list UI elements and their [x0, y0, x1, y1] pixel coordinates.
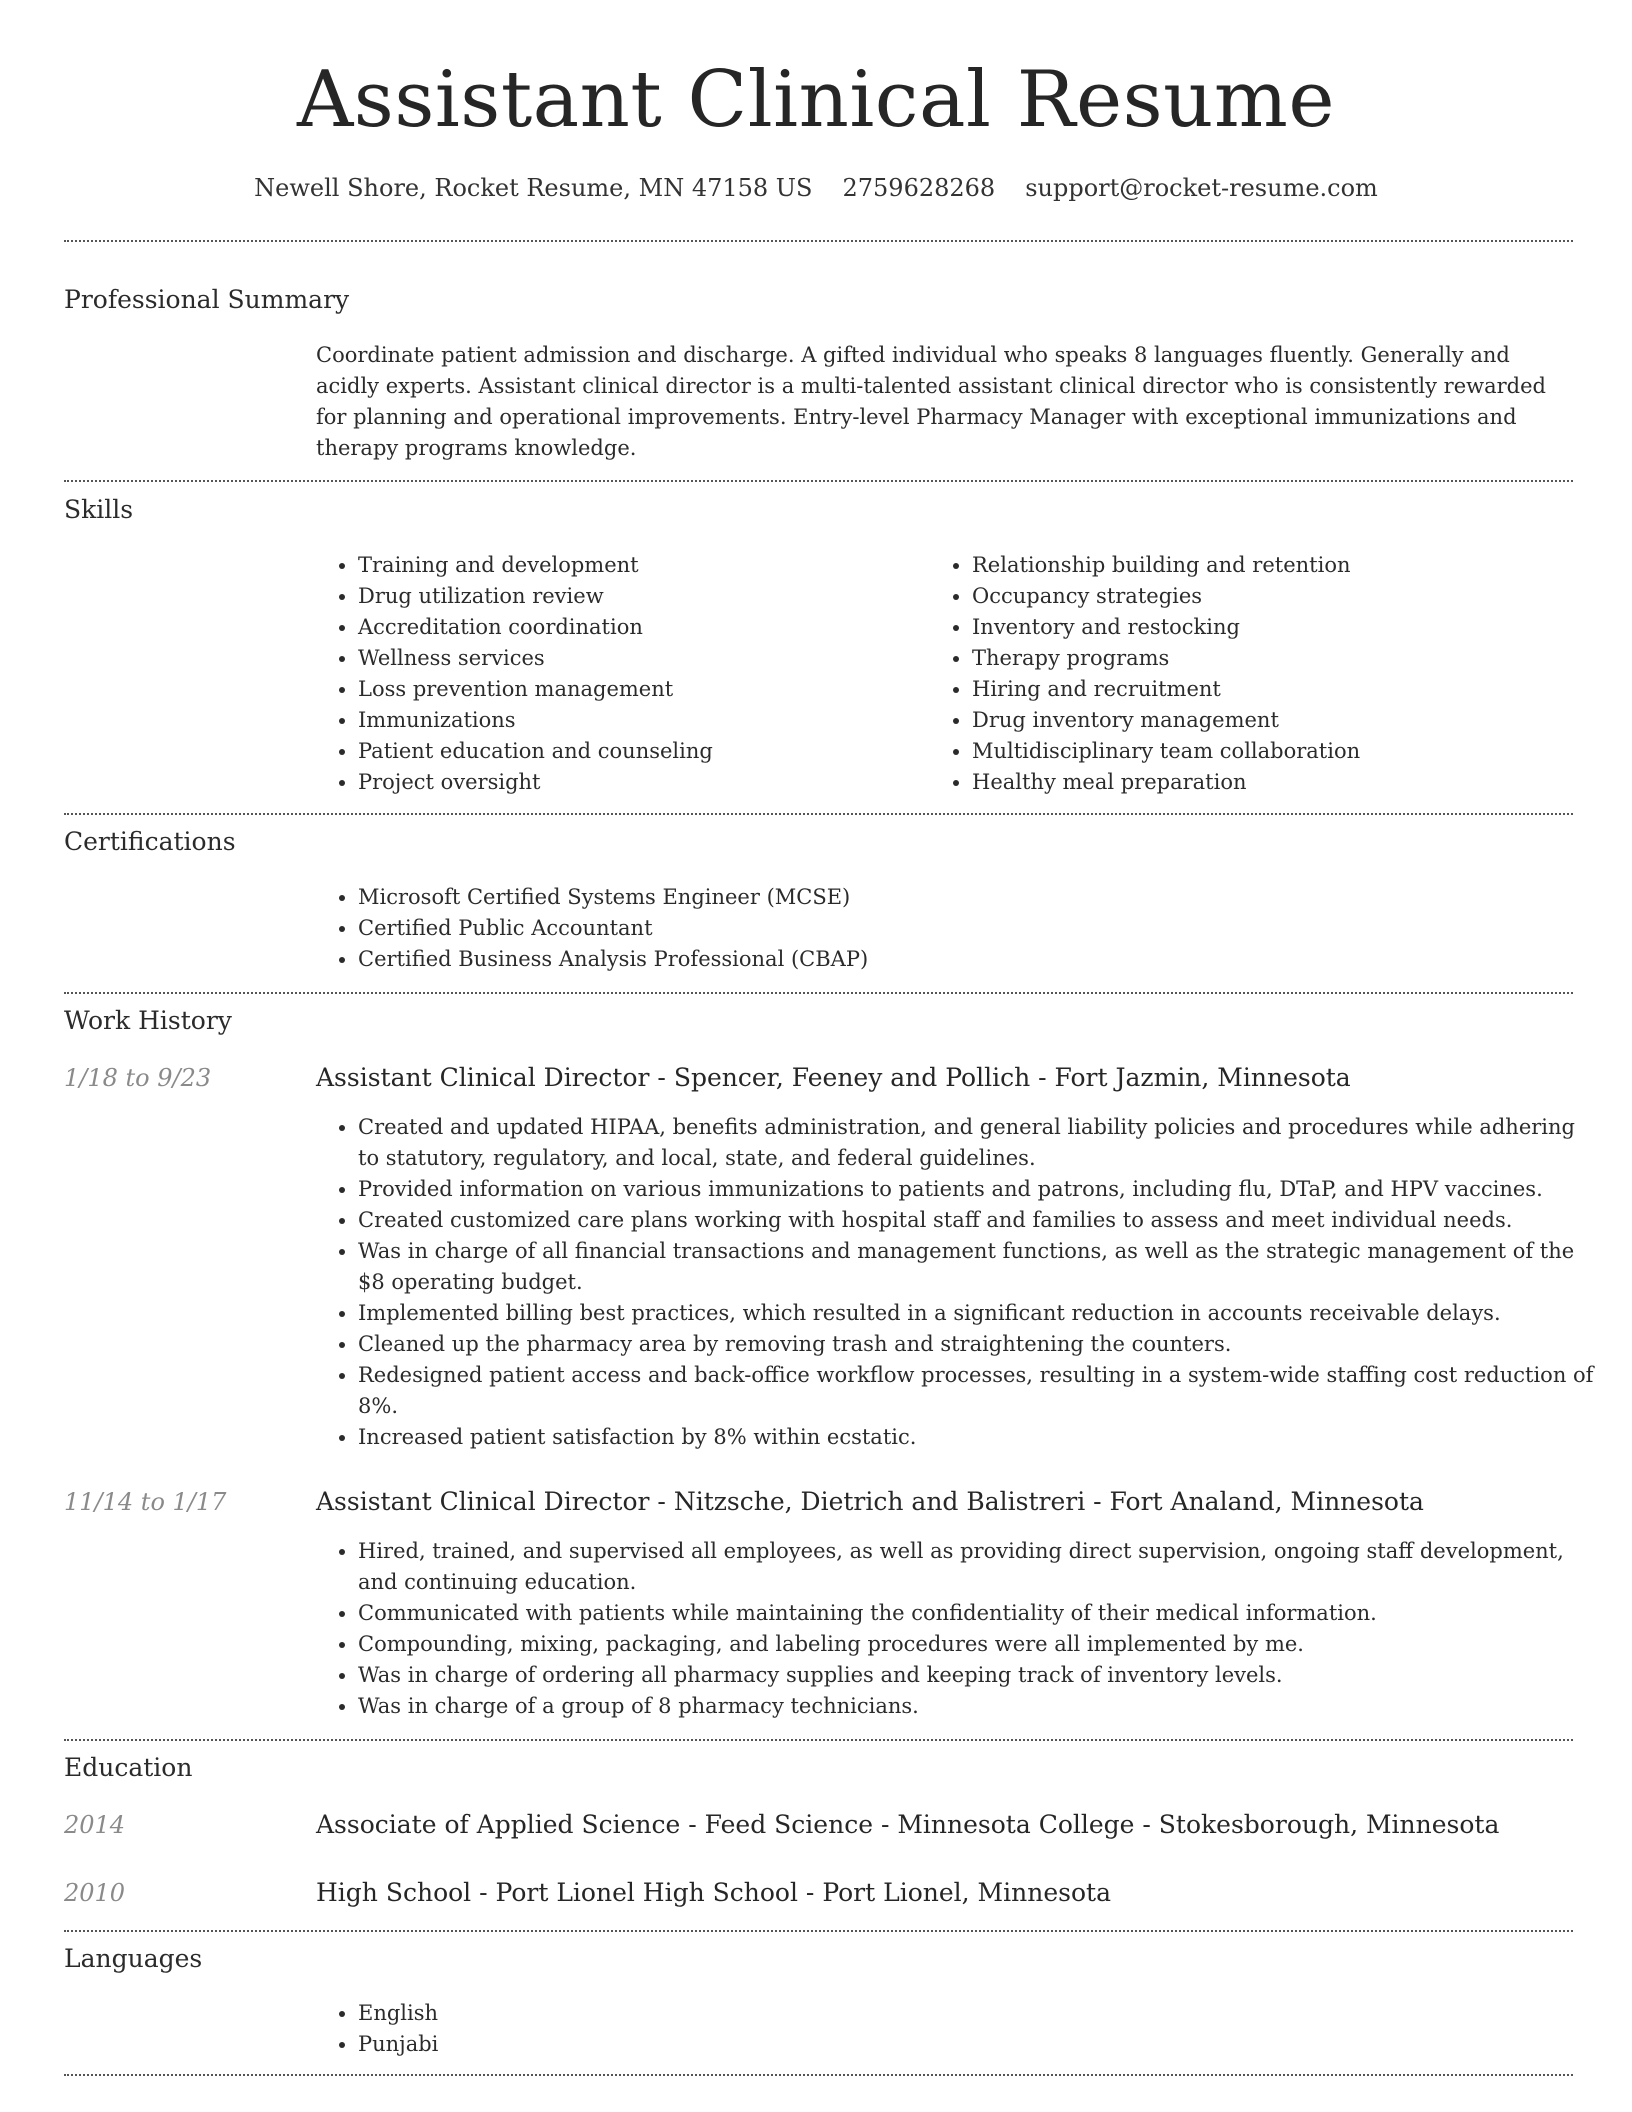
skill-item: • Immunizations	[358, 705, 918, 736]
job-bullet: • Communicated with patients while maintaining the confidentiality of their medical information.	[358, 1598, 1598, 1629]
job-title: Assistant Clinical Director - Spencer, Feeney and Pollich - Fort Jazmin, Minnesota	[316, 1063, 1351, 1092]
job-dates: 1/18 to 9/23	[64, 1064, 212, 1092]
job-bullet: • Redesigned patient access and back-office workflow processes, resulting in a system-wide staffing cost reduction of 8%.	[358, 1360, 1598, 1422]
job-bullet: • Increased patient satisfaction by 8% within ecstatic.	[358, 1422, 1598, 1453]
job-bullet: • Created customized care plans working with hospital staff and families to assess and meet individual needs.	[358, 1205, 1598, 1236]
job-bullet: • Implemented billing best practices, which resulted in a significant reduction in accounts receivable delays.	[358, 1298, 1598, 1329]
section-heading-languages: Languages	[64, 1944, 203, 1973]
job-bullet: • Created and updated HIPAA, benefits administration, and general liability policies and procedures while adhering to statutory, regulatory, and local, state, and federal guidelines.	[358, 1112, 1598, 1174]
divider	[64, 2074, 1573, 2076]
job-title: Assistant Clinical Director - Nitzsche, Dietrich and Balistreri - Fort Analand, Minnesota	[316, 1487, 1424, 1516]
skill-item: • Project oversight	[358, 767, 918, 798]
skill-item: • Therapy programs	[972, 643, 1592, 674]
language-item: • Punjabi	[358, 2029, 958, 2060]
divider	[64, 1930, 1573, 1932]
certification-item: • Certified Business Analysis Professional (CBAP)	[358, 944, 1608, 975]
job-bullet: • Cleaned up the pharmacy area by removing trash and straightening the counters.	[358, 1329, 1598, 1360]
education-year: 2014	[64, 1811, 126, 1839]
section-heading-skills: Skills	[64, 495, 134, 524]
certification-item: • Certified Public Accountant	[358, 913, 1608, 944]
skill-item: • Inventory and restocking	[972, 612, 1592, 643]
job-bullets	[314, 1112, 1598, 1453]
divider	[64, 813, 1573, 815]
divider	[64, 240, 1573, 242]
contact-email: support@rocket-resume.com	[1025, 174, 1378, 202]
divider	[64, 1739, 1573, 1741]
languages-list	[314, 1998, 958, 2060]
job-dates: 11/14 to 1/17	[64, 1488, 227, 1516]
contact-phone: 2759628268	[842, 174, 996, 202]
resume-title: Assistant Clinical Resume	[296, 55, 1336, 145]
divider	[64, 992, 1573, 994]
section-heading-summary: Professional Summary	[64, 285, 350, 314]
section-heading-education: Education	[64, 1753, 193, 1782]
skills-list-left	[314, 550, 918, 798]
contact-address: Newell Shore, Rocket Resume, MN 47158 US	[254, 174, 813, 202]
language-item: • English	[358, 1998, 958, 2029]
skill-item: • Multidisciplinary team collaboration	[972, 736, 1592, 767]
job-bullet: • Compounding, mixing, packaging, and labeling procedures were all implemented by me.	[358, 1629, 1598, 1660]
skill-item: • Training and development	[358, 550, 918, 581]
skill-item: • Wellness services	[358, 643, 918, 674]
contact-line	[0, 170, 1632, 206]
skill-item: • Patient education and counseling	[358, 736, 918, 767]
skill-item: • Healthy meal preparation	[972, 767, 1592, 798]
job-bullet: • Provided information on various immunizations to patients and patrons, including flu, DTaP, and HPV vaccines.	[358, 1174, 1598, 1205]
skill-item: • Loss prevention management	[358, 674, 918, 705]
skill-item: • Hiring and recruitment	[972, 674, 1592, 705]
skill-item: • Drug utilization review	[358, 581, 918, 612]
job-bullet: • Was in charge of ordering all pharmacy supplies and keeping track of inventory levels.	[358, 1660, 1598, 1691]
job-bullet: • Hired, trained, and supervised all employees, as well as providing direct supervision, ongoing staff development, and continuing education.	[358, 1536, 1598, 1598]
job-bullet: • Was in charge of all financial transactions and management functions, as well as the strategic management of the $8 operating budget.	[358, 1236, 1598, 1298]
section-heading-certifications: Certifications	[64, 827, 236, 856]
section-heading-work-history: Work History	[64, 1006, 232, 1035]
skill-item: • Relationship building and retention	[972, 550, 1592, 581]
divider	[64, 480, 1573, 482]
certifications-list	[314, 882, 1608, 975]
skill-item: • Drug inventory management	[972, 705, 1592, 736]
summary-text: Coordinate patient admission and discharge. A gifted individual who speaks 8 languages fluently. Generally and acidly experts. Assistant clinical director is a multi-talented assistant clinical director who is consistently rewarded for planning and operational improvements. Entry-level Pharmacy Manager with exceptional immunizations and therapy programs knowledge.	[316, 343, 1546, 460]
certification-item: • Microsoft Certified Systems Engineer (MCSE)	[358, 882, 1608, 913]
education-entry: Associate of Applied Science - Feed Science - Minnesota College - Stokesborough, Minnesota	[316, 1810, 1500, 1839]
job-bullets	[314, 1536, 1598, 1722]
skill-item: • Accreditation coordination	[358, 612, 918, 643]
skills-list-right	[928, 550, 1592, 798]
education-entry: High School - Port Lionel High School - Port Lionel, Minnesota	[316, 1878, 1111, 1907]
skill-item: • Occupancy strategies	[972, 581, 1592, 612]
education-year: 2010	[64, 1879, 126, 1907]
job-bullet: • Was in charge of a group of 8 pharmacy technicians.	[358, 1691, 1598, 1722]
